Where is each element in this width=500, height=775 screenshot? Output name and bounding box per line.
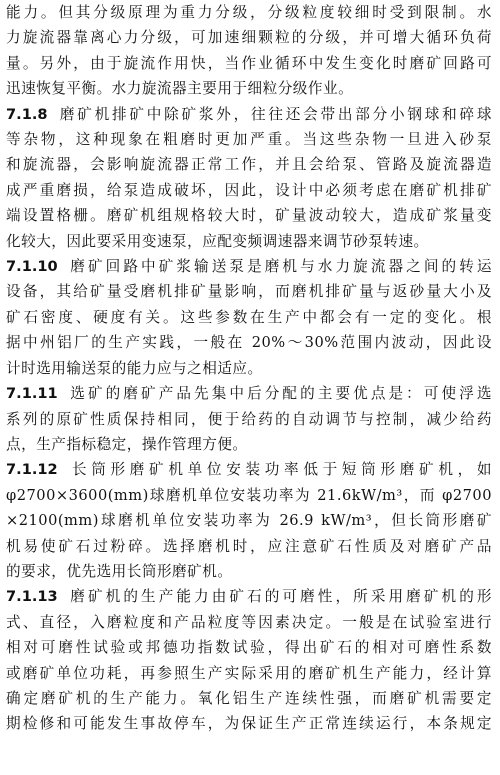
text-line: 和旋流器，会影响旋流器正常工作，并且会给泵、管路及旋流器造 [6, 156, 492, 174]
text-line: 化较大，因此要采用变速泵，应配变频调速器来调节砂泵转速。 [6, 232, 429, 250]
text-line: 点，生产指标稳定，操作管理方便。 [6, 435, 248, 453]
text-line: 确定磨矿机的生产能力。氧化铝生产连续性强，而磨矿机需要定 [6, 689, 492, 707]
text-line: φ2700×3600(mm)球磨机单位安装功率为 21.6kW/m³，而 φ2700 [6, 486, 492, 504]
text-line: 矿石密度、硬度有关。这些参数在生产中都会有一定的变化。根 [6, 308, 492, 326]
paragraph-continuation [6, 0, 492, 102]
text-line: 据中州铝厂的生产实践，一般在 20%～30%范围内波动，因此设 [6, 334, 492, 352]
text-line [6, 381, 492, 406]
clause-number: 7.1.10 [6, 258, 58, 276]
text-line: 端设置格栅。磨矿机组规格较大时，矿量波动较大，造成矿浆量变 [6, 207, 492, 225]
clause-number: 7.1.8 [6, 105, 48, 123]
clause-7-1-11 [6, 381, 492, 457]
text-line: 计时选用输送泵的能力应与之相适应。 [6, 359, 263, 377]
text-line: 的要求，优先选用长筒形磨矿机。 [6, 562, 233, 580]
text-line: ×2100(mm)球磨机单位安装功率为 26.9 kW/m³，但长筒形磨矿 [6, 512, 492, 530]
clause-text: 选矿的磨矿产品先集中后分配的主要优点是：可使浮选 [67, 385, 492, 403]
clause-7-1-8 [6, 102, 492, 254]
text-line [6, 584, 492, 609]
text-line: 量。另外，由于旋流作用快，当作业循环中发生变化时磨矿回路可 [6, 54, 492, 72]
text-line: 相对可磨性试验或邦德功指数试验，得出矿石的相对可磨性系数 [6, 639, 492, 657]
text-line: 力旋流器靠离心力分级，可加速细颗粒的分级，并可增大循环负荷 [6, 29, 492, 47]
text-line: 期检修和可能发生事故停车，为保证生产正常连续运行，本条规定 [6, 715, 492, 733]
text-line [6, 254, 492, 279]
clause-7-1-12 [6, 457, 492, 584]
clause-text: 磨矿机的生产能力由矿石的可磨性，所采用磨矿机的形 [67, 588, 492, 606]
text-line: 能力。但其分级原理为重力分级，分级粒度较细时受到限制。水 [6, 4, 492, 21]
clause-text: 长筒形磨矿机单位安装功率低于短筒形磨矿机，如 [67, 461, 492, 479]
clause-7-1-10 [6, 254, 492, 381]
text-line: 成严重磨损，给泵造成破坏，因此，设计中必须考虑在磨矿机排矿 [6, 181, 492, 199]
clause-7-1-13 [6, 584, 492, 736]
text-line: 或磨矿单位功耗，再参照生产实际采用的磨矿机生产能力，经计算 [6, 664, 492, 682]
clause-text: 磨矿机排矿中除矿浆外，往往还会带出部分小钢球和碎球 [57, 105, 492, 123]
clause-number: 7.1.11 [6, 385, 58, 403]
text-line [6, 102, 492, 127]
text-line: 迅速恢复平衡。水力旋流器主要用于细粒分级作业。 [6, 80, 354, 98]
text-line: 机易使矿石过粉碎。选择磨机时，应注意矿石性质及对磨矿产品 [6, 537, 492, 555]
clause-number: 7.1.13 [6, 588, 58, 606]
text-line: 设备，其给矿量受磨机排矿量影响，而磨机排矿量与返砂量大小及 [6, 283, 492, 301]
text-line: 等杂物，这种现象在粗磨时更加严重。当这些杂物一旦进入砂泵 [6, 131, 492, 149]
text-line: 式、直径，入磨粒度和产品粒度等因素决定。一般是在试验室进行 [6, 613, 492, 631]
clause-text: 磨矿回路中矿浆输送泵是磨机与水力旋流器之间的转运 [67, 258, 492, 276]
text-line: 系列的原矿性质保持相同，便于给药的自动调节与控制，减少给药 [6, 410, 492, 428]
clause-number: 7.1.12 [6, 461, 58, 479]
text-line [6, 457, 492, 482]
